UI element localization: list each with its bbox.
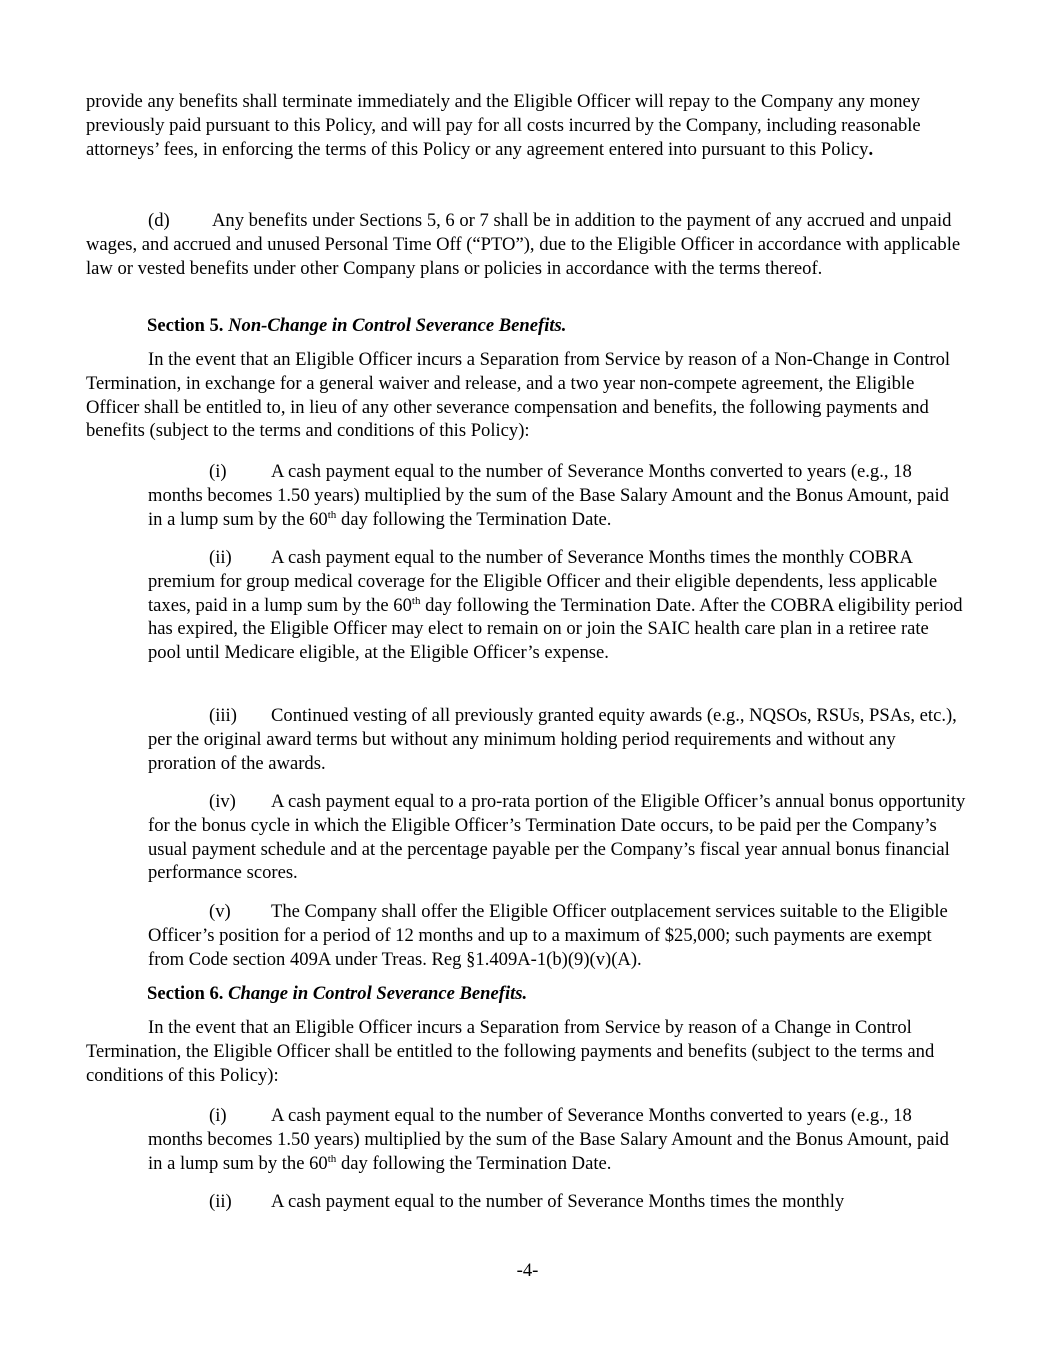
item-text: The Company shall offer the Eligible Officer outplacement services suitable to the Eligible Officer’s position for a period of 12 months and up to a maximum of $25,000; such payments are exempt from Code section 409A under Treas. Reg §1.409A-1(b)(9)(v)(A). [148,901,948,970]
section-6-item-i [148,1104,966,1175]
paragraph-d [86,209,966,280]
item-label: (i) [209,461,227,482]
section-5-item-i [148,460,966,531]
item-text: A cash payment equal to the number of Severance Months converted to years (e.g., 18 months becomes 1.50 years) multiplied by the sum of the Base Salary Amount and the Bonus Amount, paid in a lump sum by the 60 [148,461,949,530]
item-label: (i) [209,1105,227,1126]
item-label: (ii) [209,1191,232,1212]
section-5-item-v [148,900,966,971]
section-5-number: Section 5. [147,315,224,336]
section-5-intro: In the event that an Eligible Officer incurs a Separation from Service by reason of a Non-Change in Control Termination, in exchange for a general waiver and release, and a two year non-compete agreement, the Eligible Officer shall be entitled to, in lieu of any other severance compensation and benefits, the following payments and benefits (subject to the terms and conditions of this Policy): [86,349,951,442]
item-text-after: day following the Termination Date. [336,1152,612,1174]
section-6-number: Section 6. [147,983,224,1004]
item-superscript: th [411,594,421,607]
section-6-intro: In the event that an Eligible Officer incurs a Separation from Service by reason of a Change in Control Termination, the Eligible Officer shall be entitled to the following payments and benefits (subject to the terms and conditions of this Policy): [86,1017,935,1086]
section-5-item-iii [148,704,966,775]
item-label: (v) [209,901,231,922]
intro-paragraph-text: provide any benefits shall terminate immediately and the Eligible Officer will repay to the Company any money previously paid pursuant to this Policy, and will pay for all costs incurred by the Company, including reasonable attorneys’ fees, in enforcing the terms of this Policy or any agreement entered into pursuant to this Policy [86,91,921,160]
item-text: A cash payment equal to the number of Severance Months times the monthly COBRA premium for group medical coverage for the Eligible Officer and their eligible dependents, less applicable taxes, paid in a lump sum by the 60 [148,547,938,616]
section-6-title: Change in Control Severance Benefits. [228,983,528,1004]
item-text: A cash payment equal to a pro-rata portion of the Eligible Officer’s annual bonus opportunity for the bonus cycle in which the Eligible Officer’s Termination Date occurs, to be paid per the Company’s usual payment schedule and at the percentage payable per the Company’s fiscal year annual bonus financial performance scores. [148,791,966,884]
section-6-heading [147,982,966,1006]
item-superscript: th [327,508,337,521]
page-number: -4- [516,1260,539,1281]
intro-paragraph-end: . [868,138,874,160]
section-5-item-iv [148,790,966,885]
paragraph-d-label: (d) [148,210,170,231]
item-label: (ii) [209,547,232,568]
item-text-after: day following the Termination Date. [336,508,612,530]
section-6-item-ii [148,1190,966,1214]
item-label: (iii) [209,705,237,726]
item-text: Continued vesting of all previously granted equity awards (e.g., NQSOs, RSUs, PSAs, etc.), per the original award terms but without any minimum holding period requirements and without any proration of the awards. [148,705,957,774]
section-5-heading [147,314,966,338]
intro-paragraph [86,90,966,161]
item-text: A cash payment equal to the number of Severance Months times the monthly [271,1191,845,1212]
section-5-item-ii [148,546,966,665]
item-superscript: th [327,1152,337,1165]
item-text: A cash payment equal to the number of Severance Months converted to years (e.g., 18 months becomes 1.50 years) multiplied by the sum of the Base Salary Amount and the Bonus Amount, paid in a lump sum by the 60 [148,1105,949,1174]
item-text-after: day following the Termination Date. After the COBRA eligibility period has expired, the Eligible Officer may elect to remain on or join the SAIC health care plan in a retiree rate pool until Medicare eligible, at the Eligible Officer’s expense. [148,594,963,664]
section-5-title: Non-Change in Control Severance Benefits. [228,315,567,336]
item-label: (iv) [209,791,236,812]
paragraph-d-text: Any benefits under Sections 5, 6 or 7 shall be in addition to the payment of any accrued and unpaid wages, and accrued and unused Personal Time Off (“PTO”), due to the Eligible Officer in accordance with applicable law or vested benefits under other Company plans or policies in accordance with the terms thereof. [86,210,961,279]
